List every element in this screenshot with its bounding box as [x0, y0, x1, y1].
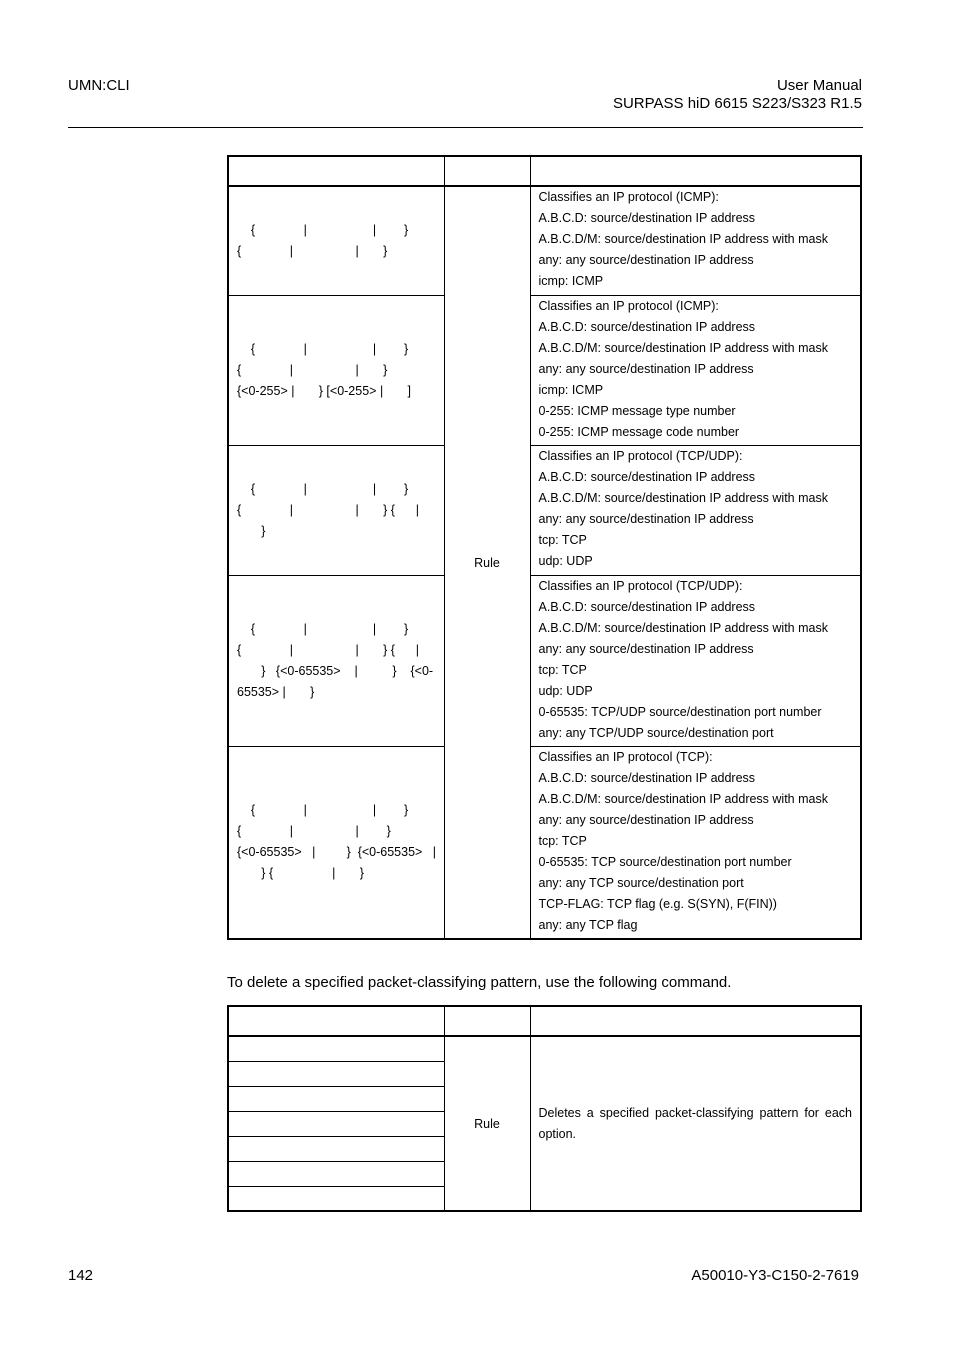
table-row	[228, 445, 861, 575]
table-row	[228, 746, 861, 939]
description-line: A.B.C.D/M: source/destination IP address with mask	[538, 340, 828, 355]
command-cell	[228, 1086, 444, 1111]
description-line: any: any source/destination IP address	[538, 641, 754, 656]
command-cell	[228, 295, 444, 445]
description-cell	[530, 295, 861, 445]
description-line: Classifies an IP protocol (ICMP):	[538, 298, 719, 313]
description-cell	[530, 575, 861, 746]
command-line: { | | } { |	[237, 642, 420, 657]
header-cell-mode	[444, 1006, 530, 1036]
description-line: A.B.C.D: source/destination IP address	[538, 599, 756, 614]
command-line: } { | }	[237, 866, 364, 881]
description-line: 0-255: ICMP message code number	[538, 424, 740, 439]
command-cell	[228, 1111, 444, 1136]
header-cell-command	[228, 156, 444, 186]
description-line: 0-65535: TCP/UDP source/destination port number	[538, 704, 822, 719]
mode-cell: Rule	[444, 1036, 530, 1211]
header-cell-description	[530, 156, 861, 186]
mode-cell: Rule	[444, 186, 530, 939]
command-line: }	[237, 523, 266, 538]
description-line: 0-255: ICMP message type number	[538, 403, 736, 418]
table-header-row	[228, 1006, 861, 1036]
description-line: any: any source/destination IP address	[538, 361, 754, 376]
command-line: { | | }	[237, 362, 388, 377]
description-line: A.B.C.D/M: source/destination IP address with mask	[538, 232, 828, 246]
header-title: User Manual	[776, 77, 862, 94]
header-divider	[68, 127, 863, 128]
command-cell	[228, 746, 444, 939]
command-line: {<0-255> | } [<0-255> | ]	[237, 383, 411, 398]
table-header-row	[228, 156, 861, 186]
command-line: { | | }	[237, 824, 391, 839]
header-right	[613, 77, 862, 113]
command-line: { | | }	[237, 803, 409, 818]
description-line: TCP-FLAG: TCP flag (e.g. S(SYN), F(FIN))	[538, 896, 777, 911]
command-cell	[228, 1036, 444, 1061]
description-line: tcp: TCP	[538, 532, 587, 547]
header-cell-description	[530, 1006, 861, 1036]
description-line: Classifies an IP protocol (TCP/UDP):	[538, 578, 743, 593]
command-line: 65535> | }	[237, 684, 315, 699]
header-cell-mode	[444, 156, 530, 186]
command-line: { | | }	[237, 481, 409, 496]
description-line: A.B.C.D: source/destination IP address	[538, 319, 756, 334]
description-cell	[530, 186, 861, 295]
command-line: { | | }	[237, 621, 409, 636]
description-line: tcp: TCP	[538, 662, 587, 677]
command-cell	[228, 1161, 444, 1186]
description-line: any: any source/destination IP address	[538, 511, 754, 526]
command-line: { | | }	[237, 243, 388, 258]
description-line: A.B.C.D/M: source/destination IP address with mask	[538, 490, 828, 505]
command-cell	[228, 1186, 444, 1211]
command-cell	[228, 445, 444, 575]
command-cell	[228, 1136, 444, 1161]
description-cell: Deletes a specified packet-classifying pattern for each option.	[530, 1036, 861, 1211]
header-left: UMN:CLI	[68, 77, 130, 94]
description-line: Classifies an IP protocol (TCP):	[538, 749, 713, 764]
description-line: any: any source/destination IP address	[538, 253, 754, 267]
description-line: udp: UDP	[538, 553, 593, 568]
command-line: {<0-65535> | } {<0-65535> |	[237, 845, 437, 860]
command-cell	[228, 1061, 444, 1086]
header-product: SURPASS hiD 6615 S223/S323 R1.5	[612, 95, 862, 112]
description-line: icmp: ICMP	[538, 274, 604, 288]
description-line: A.B.C.D/M: source/destination IP address with mask	[538, 791, 828, 806]
command-line: } {<0-65535> | } {<0-	[237, 663, 434, 678]
description-line: icmp: ICMP	[538, 382, 604, 397]
command-line: { | | }	[237, 222, 409, 237]
description-line: A.B.C.D/M: source/destination IP address with mask	[538, 620, 828, 635]
command-table	[227, 155, 862, 940]
description-line: tcp: TCP	[538, 833, 587, 848]
command-cell	[228, 186, 444, 295]
description-line: A.B.C.D: source/destination IP address	[538, 770, 756, 785]
table-row	[228, 1036, 861, 1061]
description-line: Classifies an IP protocol (ICMP):	[538, 190, 719, 204]
description-line: any: any source/destination IP address	[538, 812, 754, 827]
description-line: udp: UDP	[538, 683, 593, 698]
description-line: A.B.C.D: source/destination IP address	[538, 211, 756, 225]
command-line: { | | } { |	[237, 502, 420, 517]
table-row	[228, 295, 861, 445]
page-number: 142	[68, 1267, 94, 1284]
body-paragraph: To delete a specified packet-classifying pattern, use the following command.	[227, 974, 732, 991]
table-row	[228, 575, 861, 746]
delete-command-table	[227, 1005, 862, 1212]
description-line: Classifies an IP protocol (TCP/UDP):	[538, 448, 743, 463]
description-line: A.B.C.D: source/destination IP address	[538, 469, 756, 484]
header-cell-command	[228, 1006, 444, 1036]
table-row	[228, 186, 861, 295]
description-line: any: any TCP source/destination port	[538, 875, 744, 890]
description-line: 0-65535: TCP source/destination port number	[538, 854, 792, 869]
description-line: any: any TCP/UDP source/destination port	[538, 725, 774, 740]
description-cell	[530, 445, 861, 575]
description-cell	[530, 746, 861, 939]
command-line: { | | }	[237, 341, 409, 356]
document-id: A50010-Y3-C150-2-7619	[691, 1267, 859, 1284]
description-line: any: any TCP flag	[538, 917, 638, 932]
command-cell	[228, 575, 444, 746]
